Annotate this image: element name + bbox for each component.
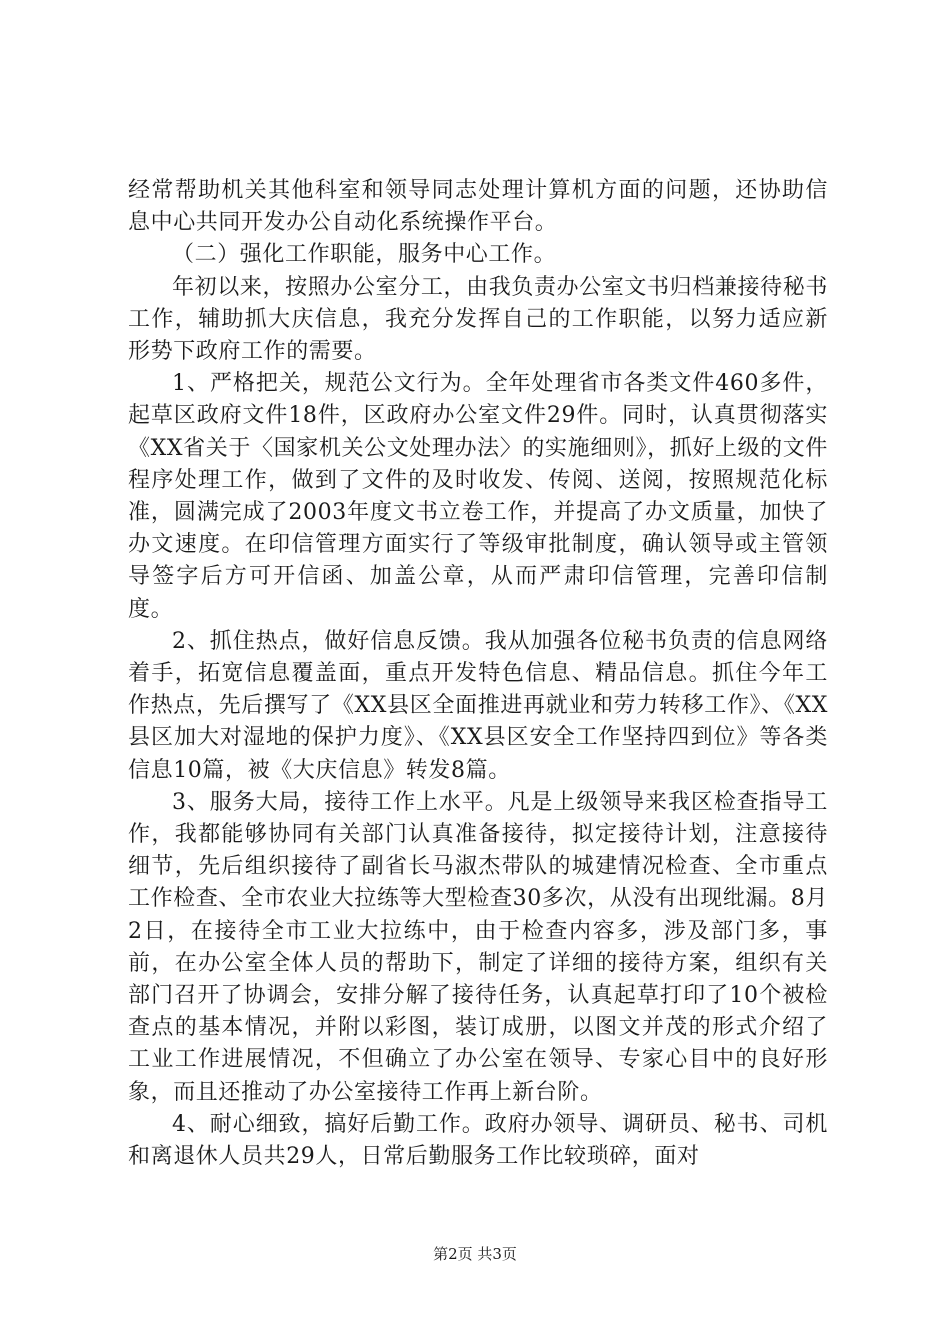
document-body xyxy=(128,175,828,1173)
paragraph-item-2: 2、抓住热点，做好信息反馈。我从加强各位秘书负责的信息网络着手，拓宽信息覆盖面，重点开发特色信息、精品信息。抓住今年工作热点，先后撰写了《XX县区全面推进再就业和劳力转移工作》、《XX县区加大对湿地的保护力度》、《XX县区安全工作坚持四到位》等各类信息10篇，被《大庆信息》转发8篇。 xyxy=(128,628,828,783)
paragraph-continuation: 经常帮助机关其他科室和领导同志处理计算机方面的问题，还协助信息中心共同开发办公自动化系统操作平台。 xyxy=(128,178,828,236)
page-footer: 第2页 共3页 xyxy=(433,1245,517,1263)
paragraph-intro: 年初以来，按照办公室分工，由我负责办公室文书归档兼接待秘书工作，辅助抓大庆信息，我充分发挥自己的工作职能，以努力适应新形势下政府工作的需要。 xyxy=(128,274,828,365)
section-heading: （二）强化工作职能，服务中心工作。 xyxy=(172,242,557,268)
paragraph-item-3: 3、服务大局，接待工作上水平。凡是上级领导来我区检查指导工作，我都能够协同有关部门认真准备接待，拟定接待计划，注意接待细节，先后组织接待了副省长马淑杰带队的城建情况检查、全市重点工作检查、全市农业大拉练等大型检查30多次，从没有出现纰漏。8月2日，在接待全市工业大拉练中，由于检查内容多，涉及部门多，事前，在办公室全体人员的帮助下，制定了详细的接待方案，组织有关部门召开了协调会，安排分解了接待任务，认真起草打印了10个被检查点的基本情况，并附以彩图，装订成册，以图文并茂的形式介绍了工业工作进展情况，不但确立了办公室在领导、专家心目中的良好形象，而且还推动了办公室接待工作再上新台阶。 xyxy=(128,789,828,1105)
paragraph-item-1: 1、严格把关，规范公文行为。全年处理省市各类文件460多件，起草区政府文件18件，区政府办公室文件29件。同时，认真贯彻落实《XX省关于〈国家机关公文处理办法〉的实施细则》，抓好上级的文件程序处理工作，做到了文件的及时收发、传阅、送阅，按照规范化标准，圆满完成了2003年度文书立卷工作，并提高了办文质量，加快了办文速度。在印信管理方面实行了等级审批制度，确认领导或主管领导签字后方可开信函、加盖公章，从而严肃印信管理，完善印信制度。 xyxy=(128,371,828,622)
paragraph-item-4: 4、耐心细致，搞好后勤工作。政府办领导、调研员、秘书、司机和离退休人员共29人，日常后勤服务工作比较琐碎，面对 xyxy=(128,1111,828,1170)
